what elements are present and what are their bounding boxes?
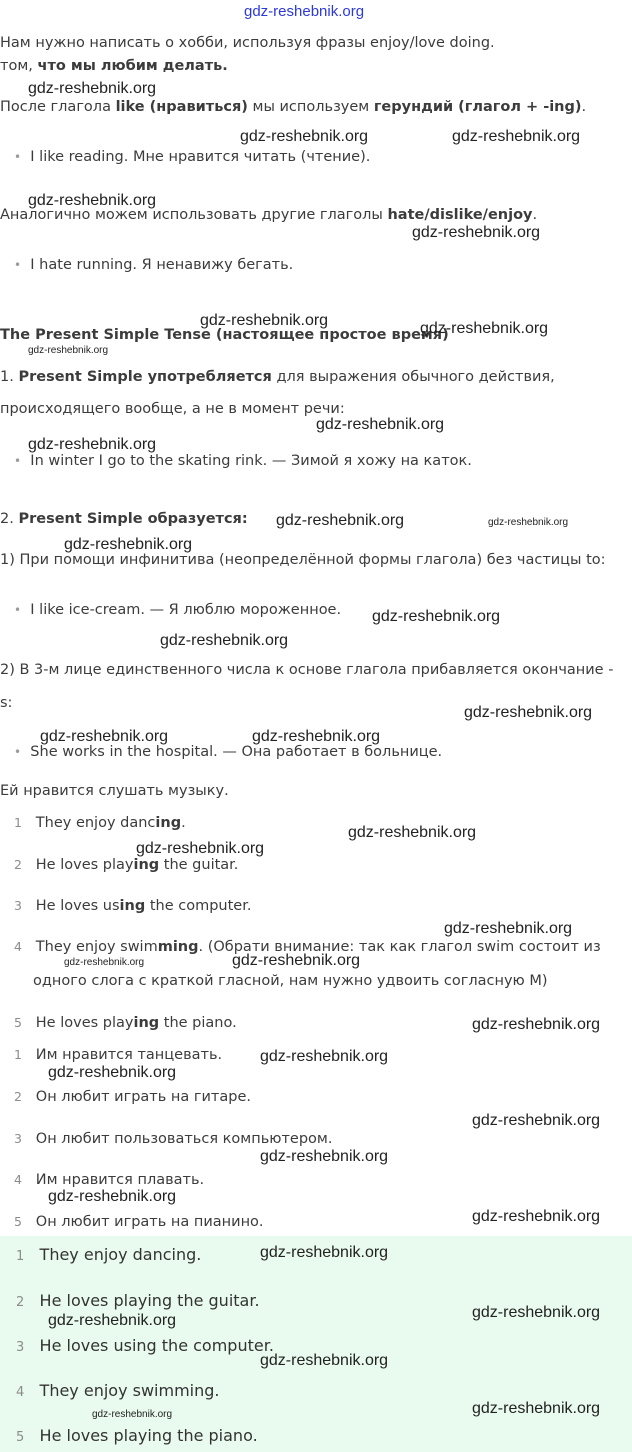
watermark: gdz-reshebnik.org [348,824,477,841]
watermark: gdz-reshebnik.org [444,920,573,937]
list-item: 4 Им нравится плавать. [14,1172,205,1188]
watermark: gdz-reshebnik.org [260,1148,389,1165]
list-item: 5 He loves playing the piano. [14,1015,237,1031]
watermark: gdz-reshebnik.org [28,345,109,356]
grammar-p4: 2) В 3-м лице единственного числа к основе глагола прибавляется окончание - [0,662,614,678]
watermark: gdz-reshebnik.org [472,1400,601,1417]
answer-item: 1 They enjoy dancing. [16,1245,202,1264]
grammar-p5: Ей нравится слушать музыку. [0,783,229,799]
bullet-item: • I like reading. Мне нравится читать (чтение). [14,149,371,165]
grammar-p1-line2: происходящего вообще, а не в момент речи: [0,401,345,417]
watermark: gdz-reshebnik.org [28,436,157,453]
watermark: gdz-reshebnik.org [232,952,361,969]
bullet-item: • I like ice-cream. — Я люблю мороженное. [14,602,342,618]
watermark: gdz-reshebnik.org [48,1188,177,1205]
bullet-dot-icon: • [14,454,22,468]
watermark: gdz-reshebnik.org [488,517,569,528]
answer-item: 3 He loves using the computer. [16,1336,274,1355]
watermark: gdz-reshebnik.org [160,632,289,649]
watermark-top: gdz-reshebnik.org [244,3,365,20]
watermark: gdz-reshebnik.org [464,704,593,721]
watermark: gdz-reshebnik.org [316,416,445,433]
watermark: gdz-reshebnik.org [252,728,381,745]
answer-item: 4 They enjoy swimming. [16,1381,220,1400]
list-item-continuation: одного слога с краткой гласной, нам нужно удвоить согласную M) [33,973,548,989]
bullet-item: • I hate running. Я ненавижу бегать. [14,257,294,273]
watermark: gdz-reshebnik.org [136,840,265,857]
list-item: 5 Он любит играть на пианино. [14,1214,264,1230]
watermark: gdz-reshebnik.org [472,1208,601,1225]
watermark: gdz-reshebnik.org [260,1048,389,1065]
list-item: 2 He loves playing the guitar. [14,857,239,873]
intro-line-1: Нам нужно написать о хобби, используя фразы enjoy/love doing. [0,35,495,51]
grammar-p2: 2. Present Simple образуется: [0,511,248,527]
watermark: gdz-reshebnik.org [472,1304,601,1321]
watermark: gdz-reshebnik.org [92,1409,173,1420]
watermark: gdz-reshebnik.org [64,957,145,968]
watermark: gdz-reshebnik.org [240,128,369,145]
watermark: gdz-reshebnik.org [420,320,549,337]
answer-item: 2 He loves playing the guitar. [16,1291,260,1310]
bullet-item: • She works in the hospital. — Она работает в больнице. [14,744,443,760]
watermark: gdz-reshebnik.org [260,1244,389,1261]
intro-line-4: Аналогично можем использовать другие глаголы hate/dislike/enjoy. [0,207,538,223]
list-item: 1 Им нравится танцевать. [14,1047,223,1063]
watermark: gdz-reshebnik.org [412,224,541,241]
bullet-dot-icon: • [14,745,22,759]
watermark: gdz-reshebnik.org [472,1016,601,1033]
grammar-p1: 1. Present Simple употребляется для выражения обычного действия, [0,369,555,385]
section-heading: The Present Simple Tense (настоящее простое время) [0,327,449,343]
bullet-dot-icon: • [14,150,22,164]
list-item: 3 He loves using the computer. [14,898,252,914]
list-item: 2 Он любит играть на гитаре. [14,1089,251,1105]
watermark: gdz-reshebnik.org [28,192,157,209]
watermark: gdz-reshebnik.org [40,728,169,745]
intro-line-2: том, что мы любим делать. [0,58,228,74]
watermark: gdz-reshebnik.org [200,312,329,329]
answer-item: 5 He loves playing the piano. [16,1426,258,1445]
list-item: 1 They enjoy dancing. [14,815,186,831]
watermark: gdz-reshebnik.org [276,512,405,529]
watermark: gdz-reshebnik.org [260,1352,389,1369]
grammar-p4-line2: s: [0,695,13,711]
watermark: gdz-reshebnik.org [64,536,193,553]
watermark: gdz-reshebnik.org [28,80,157,97]
list-item: 3 Он любит пользоваться компьютером. [14,1131,333,1147]
watermark: gdz-reshebnik.org [452,128,581,145]
list-item: 4 They enjoy swimming. (Обрати внимание: так как глагол swim состоит из [14,939,601,955]
bullet-dot-icon: • [14,603,22,617]
grammar-p3: 1) При помощи инфинитива (неопределённой формы глагола) без частицы to: [0,552,606,568]
watermark: gdz-reshebnik.org [48,1064,177,1081]
bullet-dot-icon: • [14,258,22,272]
intro-line-3: После глагола like (нравиться) мы используем герундий (глагол + -ing). [0,99,587,115]
watermark: gdz-reshebnik.org [472,1112,601,1129]
bullet-item: • In winter I go to the skating rink. — Зимой я хожу на каток. [14,453,472,469]
watermark: gdz-reshebnik.org [48,1312,177,1329]
watermark: gdz-reshebnik.org [372,608,501,625]
